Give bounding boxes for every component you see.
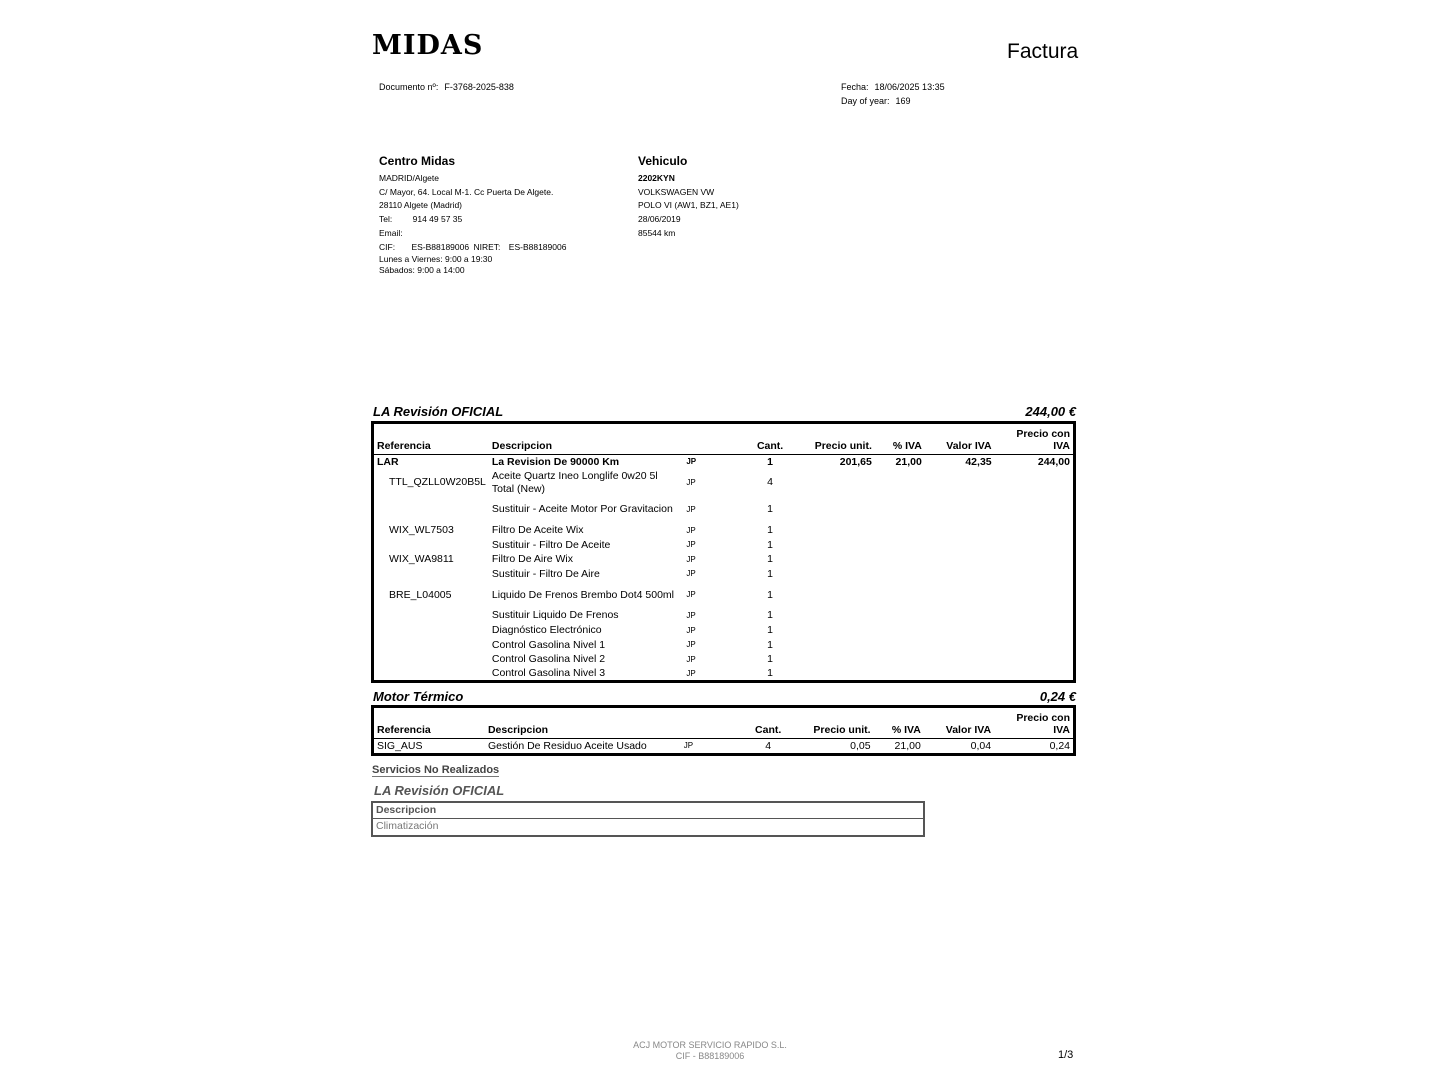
day-of-year-value: 169 — [895, 96, 911, 106]
row-iva-val — [925, 667, 995, 682]
vehicle-info — [638, 154, 739, 241]
vehicle-model: POLO VI (AW1, BZ1, AE1) — [638, 200, 739, 211]
services-not-done-label: Servicios No Realizados — [372, 764, 500, 776]
row-ref: SIG_AUS — [377, 739, 423, 752]
document-title: Factura — [1007, 40, 1079, 63]
section-motor-title: Motor Térmico — [373, 689, 464, 704]
row-tag: JP — [686, 668, 696, 678]
row-qty: 1 — [767, 567, 774, 580]
row-qty: 1 — [767, 524, 774, 537]
table-row — [373, 581, 1075, 608]
section-revision-total: 244,00 € — [1025, 404, 1076, 419]
center-info — [379, 154, 566, 276]
footer-company — [560, 1040, 860, 1062]
row-qty: 1 — [767, 538, 774, 551]
row-tag: JP — [686, 477, 696, 487]
center-phone — [379, 213, 566, 227]
row-ref — [373, 567, 489, 582]
row-unit — [795, 469, 875, 496]
vehicle-km: 85544 km — [638, 227, 676, 238]
row-unit — [795, 652, 875, 667]
table-row — [373, 608, 1075, 623]
vehicle-date: 28/06/2019 — [638, 214, 681, 225]
row-ref — [373, 496, 489, 523]
table-row — [373, 623, 1075, 638]
main-qty: 1 — [767, 455, 774, 468]
vehicle-plate: 2202KYN — [638, 173, 675, 183]
row-iva-pct — [875, 667, 925, 682]
row-tag: JP — [683, 741, 694, 751]
row-iva-val — [925, 608, 995, 623]
row-total — [995, 567, 1075, 582]
hours-saturday: Sábados: 9:00 a 14:00 — [379, 265, 465, 276]
row-total — [995, 652, 1075, 667]
col-tag — [683, 423, 745, 455]
services-not-done-title: LA Revisión OFICIAL — [374, 783, 505, 798]
hours-weekday: Lunes a Viernes: 9:00 a 19:30 — [379, 254, 493, 265]
table-row — [373, 652, 1075, 667]
row-total — [995, 523, 1075, 538]
date-label: Fecha: — [841, 82, 869, 92]
col-tag — [681, 707, 743, 739]
row-total — [995, 552, 1075, 567]
col-valor-iva: Valor IVA — [924, 707, 994, 739]
row-iva-val — [925, 538, 995, 553]
row-tag: JP — [686, 525, 696, 535]
row-total — [995, 469, 1075, 496]
date-value: 18/06/2025 13:35 — [874, 82, 945, 92]
row-iva-val — [925, 638, 995, 653]
row-total — [995, 667, 1075, 682]
niret-value: ES-B88189006 — [508, 241, 567, 252]
row-unit — [795, 496, 875, 523]
row-qty: 1 — [767, 667, 774, 680]
revision-items-table — [371, 421, 1076, 683]
table-row — [373, 469, 1075, 496]
row-desc: Sustituir Liquido De Frenos — [491, 609, 619, 622]
phone-label: Tel: — [379, 214, 393, 225]
row-tag: JP — [686, 654, 696, 664]
row-tag: JP — [686, 590, 696, 600]
midas-logo: MIDAS — [372, 30, 484, 61]
row-total — [995, 581, 1075, 608]
row-unit — [795, 552, 875, 567]
row-tag: JP — [686, 569, 696, 579]
col-precio-con-iva: Precio con IVA — [994, 707, 1074, 739]
row-iva-pct — [875, 496, 925, 523]
row-iva-val — [925, 623, 995, 638]
col-referencia: Referencia — [373, 707, 485, 739]
row-total: 0,24 — [1049, 739, 1070, 752]
row-ref — [373, 638, 489, 653]
motor-items-table — [371, 705, 1076, 756]
main-iva-pct: 21,00 — [895, 455, 922, 468]
table-header-row — [373, 707, 1075, 739]
row-desc: Sustituir - Filtro De Aceite — [491, 538, 611, 551]
date-block — [841, 80, 945, 108]
col-precio-unit: Precio unit. — [793, 707, 873, 739]
footer-cif: CIF - B88189006 — [675, 1051, 745, 1061]
table-row — [373, 567, 1075, 582]
row-iva-pct — [875, 552, 925, 567]
center-cif — [379, 241, 566, 255]
center-city: MADRID/Algete — [379, 173, 439, 183]
row-iva-val — [925, 581, 995, 608]
section-motor-total: 0,24 € — [1039, 689, 1076, 704]
row-iva-val — [925, 552, 995, 567]
row-desc: Filtro De Aire Wix — [491, 553, 573, 566]
row-qty: 1 — [767, 653, 774, 666]
document-number-label: Documento nº: — [379, 82, 439, 92]
col-precio-unit: Precio unit. — [795, 423, 875, 455]
services-not-done-item: Climatización — [376, 820, 439, 832]
table-row — [373, 638, 1075, 653]
row-tag: JP — [686, 640, 696, 650]
row-qty: 1 — [767, 553, 774, 566]
row-iva-pct — [875, 581, 925, 608]
row-unit — [795, 538, 875, 553]
col-iva-pct: % IVA — [874, 707, 924, 739]
row-qty: 1 — [767, 638, 774, 651]
row-ref — [373, 608, 489, 623]
row-desc: Aceite Quartz Ineo Longlife 0w20 5l Total (New) — [491, 470, 658, 495]
row-iva-pct: 21,00 — [894, 739, 921, 752]
table-row-main — [373, 455, 1075, 470]
page-number: 1/3 — [1058, 1049, 1074, 1061]
cif-value: ES-B88189006 — [411, 241, 470, 252]
table-row — [373, 552, 1075, 567]
vehicle-make: VOLKSWAGEN VW — [638, 186, 715, 197]
col-referencia: Referencia — [373, 423, 489, 455]
row-qty: 4 — [767, 476, 774, 489]
row-total — [995, 608, 1075, 623]
row-qty: 4 — [765, 739, 772, 752]
center-address: C/ Mayor, 64. Local M-1. Cc Puerta De Algete. — [379, 186, 554, 197]
row-total — [995, 623, 1075, 638]
row-unit — [795, 667, 875, 682]
row-unit — [795, 523, 875, 538]
table-row — [373, 667, 1075, 682]
row-iva-pct — [875, 608, 925, 623]
row-iva-pct — [875, 567, 925, 582]
row-desc: Sustituir - Filtro De Aire — [491, 567, 600, 580]
table-row — [373, 538, 1075, 553]
row-tag: JP — [686, 554, 696, 564]
services-not-done-table — [371, 801, 925, 837]
row-qty: 1 — [767, 588, 774, 601]
main-total: 244,00 — [1037, 455, 1070, 468]
row-total — [995, 638, 1075, 653]
table-header-row — [373, 423, 1075, 455]
footer-company-name: ACJ MOTOR SERVICIO RAPIDO S.L. — [633, 1040, 787, 1050]
row-total — [995, 538, 1075, 553]
row-ref — [373, 652, 489, 667]
day-of-year-label: Day of year: — [841, 96, 890, 106]
row-desc: Liquido De Frenos Brembo Dot4 500ml — [491, 588, 674, 601]
row-ref — [373, 538, 489, 553]
main-ref: LAR — [377, 455, 399, 468]
row-desc: Gestión De Residuo Aceite Usado — [487, 739, 647, 752]
col-precio-con-iva: Precio con IVA — [995, 423, 1075, 455]
row-ref: TTL_QZLL0W20B5L — [389, 476, 486, 489]
row-iva-val — [925, 496, 995, 523]
row-desc: Filtro De Aceite Wix — [491, 524, 584, 537]
row-iva-pct — [875, 638, 925, 653]
row-unit — [795, 581, 875, 608]
row-iva-pct — [875, 469, 925, 496]
main-tag: JP — [686, 457, 697, 467]
row-ref — [373, 623, 489, 638]
main-desc: La Revision De 90000 Km — [491, 455, 620, 468]
row-qty: 1 — [767, 503, 774, 516]
row-tag: JP — [686, 625, 696, 635]
center-postal: 28110 Algete (Madrid) — [379, 200, 463, 211]
row-ref: BRE_L04005 — [389, 588, 452, 601]
row-iva-val — [925, 567, 995, 582]
row-qty: 1 — [767, 624, 774, 637]
row-desc: Diagnóstico Electrónico — [491, 624, 602, 637]
row-tag: JP — [686, 540, 696, 550]
row-iva-pct — [875, 523, 925, 538]
row-iva-val — [925, 652, 995, 667]
row-iva-pct — [875, 652, 925, 667]
row-unit — [795, 608, 875, 623]
main-unit: 201,65 — [839, 455, 872, 468]
row-unit — [795, 638, 875, 653]
email-label: Email: — [379, 227, 403, 238]
col-descripcion: Descripcion — [485, 707, 681, 739]
phone-value: 914 49 57 35 — [412, 214, 463, 225]
row-ref — [373, 667, 489, 682]
row-total — [995, 496, 1075, 523]
row-ref: WIX_WL7503 — [389, 524, 454, 537]
row-qty: 1 — [767, 609, 774, 622]
table-row — [373, 739, 1075, 755]
vehicle-title: Vehiculo — [638, 154, 688, 168]
col-valor-iva: Valor IVA — [925, 423, 995, 455]
row-desc: Control Gasolina Nivel 1 — [491, 638, 606, 651]
col-descripcion: Descripcion — [489, 423, 683, 455]
document-number-value: F-3768-2025-838 — [444, 82, 514, 92]
table-row — [373, 523, 1075, 538]
row-iva-val — [925, 523, 995, 538]
cif-label: CIF: — [379, 241, 396, 252]
row-ref: WIX_WA9811 — [389, 553, 454, 566]
row-desc: Control Gasolina Nivel 2 — [491, 653, 606, 666]
niret-label: NIRET: — [473, 241, 501, 252]
col-cant: Cant. — [745, 423, 795, 455]
row-desc: Control Gasolina Nivel 3 — [491, 667, 606, 680]
center-title: Centro Midas — [379, 154, 456, 168]
row-unit — [795, 567, 875, 582]
row-tag: JP — [686, 610, 696, 620]
row-unit: 0,05 — [850, 739, 871, 752]
row-iva-val: 0,04 — [970, 739, 992, 752]
main-iva-val: 42,35 — [965, 455, 992, 468]
row-tag: JP — [686, 504, 696, 514]
row-unit — [795, 623, 875, 638]
row-iva-pct — [875, 623, 925, 638]
row-iva-val — [925, 469, 995, 496]
center-email — [379, 227, 566, 241]
document-number-block — [379, 80, 514, 94]
table-row — [373, 496, 1075, 523]
services-not-done-column: Descripcion — [373, 803, 923, 819]
col-cant: Cant. — [743, 707, 793, 739]
col-iva-pct: % IVA — [875, 423, 925, 455]
section-revision-title: LA Revisión OFICIAL — [373, 404, 504, 419]
row-iva-pct — [875, 538, 925, 553]
row-desc: Sustituir - Aceite Motor Por Gravitacion — [491, 503, 673, 516]
